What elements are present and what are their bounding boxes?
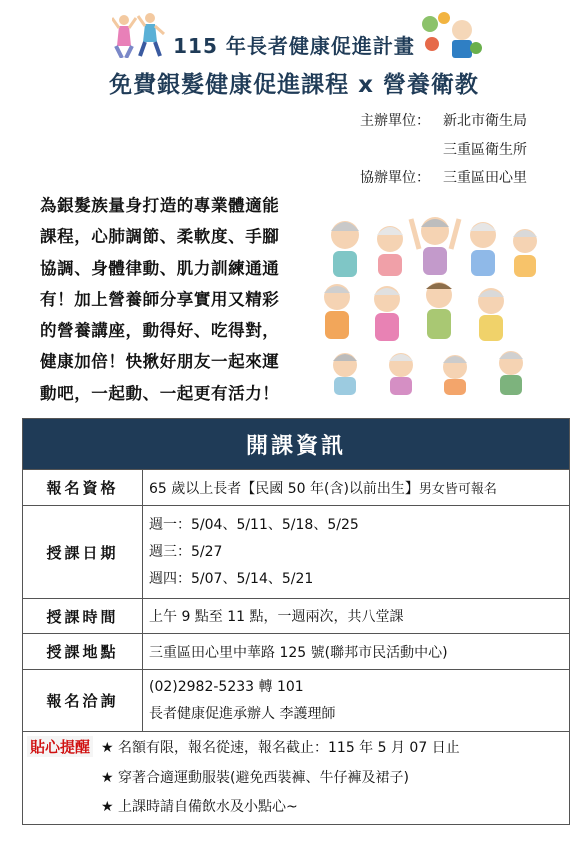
- host-label: 主辦單位：: [360, 113, 430, 129]
- co-host-label: 協辦單位：: [360, 170, 430, 186]
- contact-cell: [143, 670, 570, 732]
- course-info-heading: 開課資訊: [23, 419, 570, 470]
- date-line: 週四：5/07、5/14、5/21: [149, 570, 314, 587]
- time-value: 上午 9 點至 11 點，一週兩次，共八堂課: [143, 599, 570, 634]
- contact-phone: (02)2982-5233 轉 101: [149, 678, 304, 695]
- place-label: 授課地點: [23, 634, 143, 670]
- tips-block: [23, 732, 569, 824]
- eligibility-cell: [143, 470, 570, 506]
- dates-cell: [143, 506, 570, 599]
- tips-cell: [23, 732, 570, 825]
- date-line: 週三：5/27: [149, 543, 223, 560]
- host-unit-1: 新北市衛生局: [443, 113, 527, 129]
- tips-label: 貼心提醒: [27, 736, 93, 757]
- intro-line: 動吧，一起動、一起更有活力！: [40, 383, 280, 403]
- food-nutrition-illustration: [418, 10, 484, 60]
- seniors-exercising-illustration: [315, 205, 545, 395]
- contact-person: 長者健康促進承辦人 李護理師: [149, 705, 336, 722]
- intro-paragraph: [40, 190, 305, 409]
- intro-line: 課程，心肺調節、柔軟度、手腳: [40, 227, 280, 247]
- dates-label: 授課日期: [23, 506, 143, 599]
- page-title: 115 年長者健康促進計畫: [173, 34, 415, 58]
- date-line: 週一：5/04、5/11、5/18、5/25: [149, 516, 359, 533]
- co-host-unit: 三重區田心里: [443, 170, 527, 186]
- eligibility-value: 65 歲以上長者【民國 50 年(含)以前出生】: [149, 480, 419, 497]
- course-info-table: [22, 418, 570, 825]
- page-subtitle: 免費銀髮健康促進課程 x 營養衛教: [109, 72, 479, 98]
- tip-item: ★ 穿著合適運動服裝(避免西裝褲、牛仔褲及裙子): [101, 770, 409, 786]
- tip-item: ★ 名額有限，報名從速，報名截止：115 年 5 月 07 日止: [101, 740, 460, 756]
- host-unit-2: 三重區衛生所: [443, 142, 527, 158]
- intro-line: 有！加上營養師分享實用又精彩: [40, 289, 280, 309]
- intro-line: 的營養講座，動得好、吃得對，: [40, 321, 280, 341]
- contact-label: 報名洽詢: [23, 670, 143, 732]
- time-label: 授課時間: [23, 599, 143, 634]
- intro-line: 協調、身體律動、肌力訓練通通: [40, 258, 280, 278]
- intro-line: 為銀髮族量身打造的專業體適能: [40, 196, 280, 215]
- place-value: 三重區田心里中華路 125 號(聯邦市民活動中心): [143, 634, 570, 670]
- tip-item: ★ 上課時請自備飲水及小點心~: [101, 799, 298, 815]
- eligibility-label: 報名資格: [23, 470, 143, 506]
- intro-line: 健康加倍！快揪好朋友一起來運: [40, 352, 280, 372]
- eligibility-note: 男女皆可報名: [418, 481, 497, 497]
